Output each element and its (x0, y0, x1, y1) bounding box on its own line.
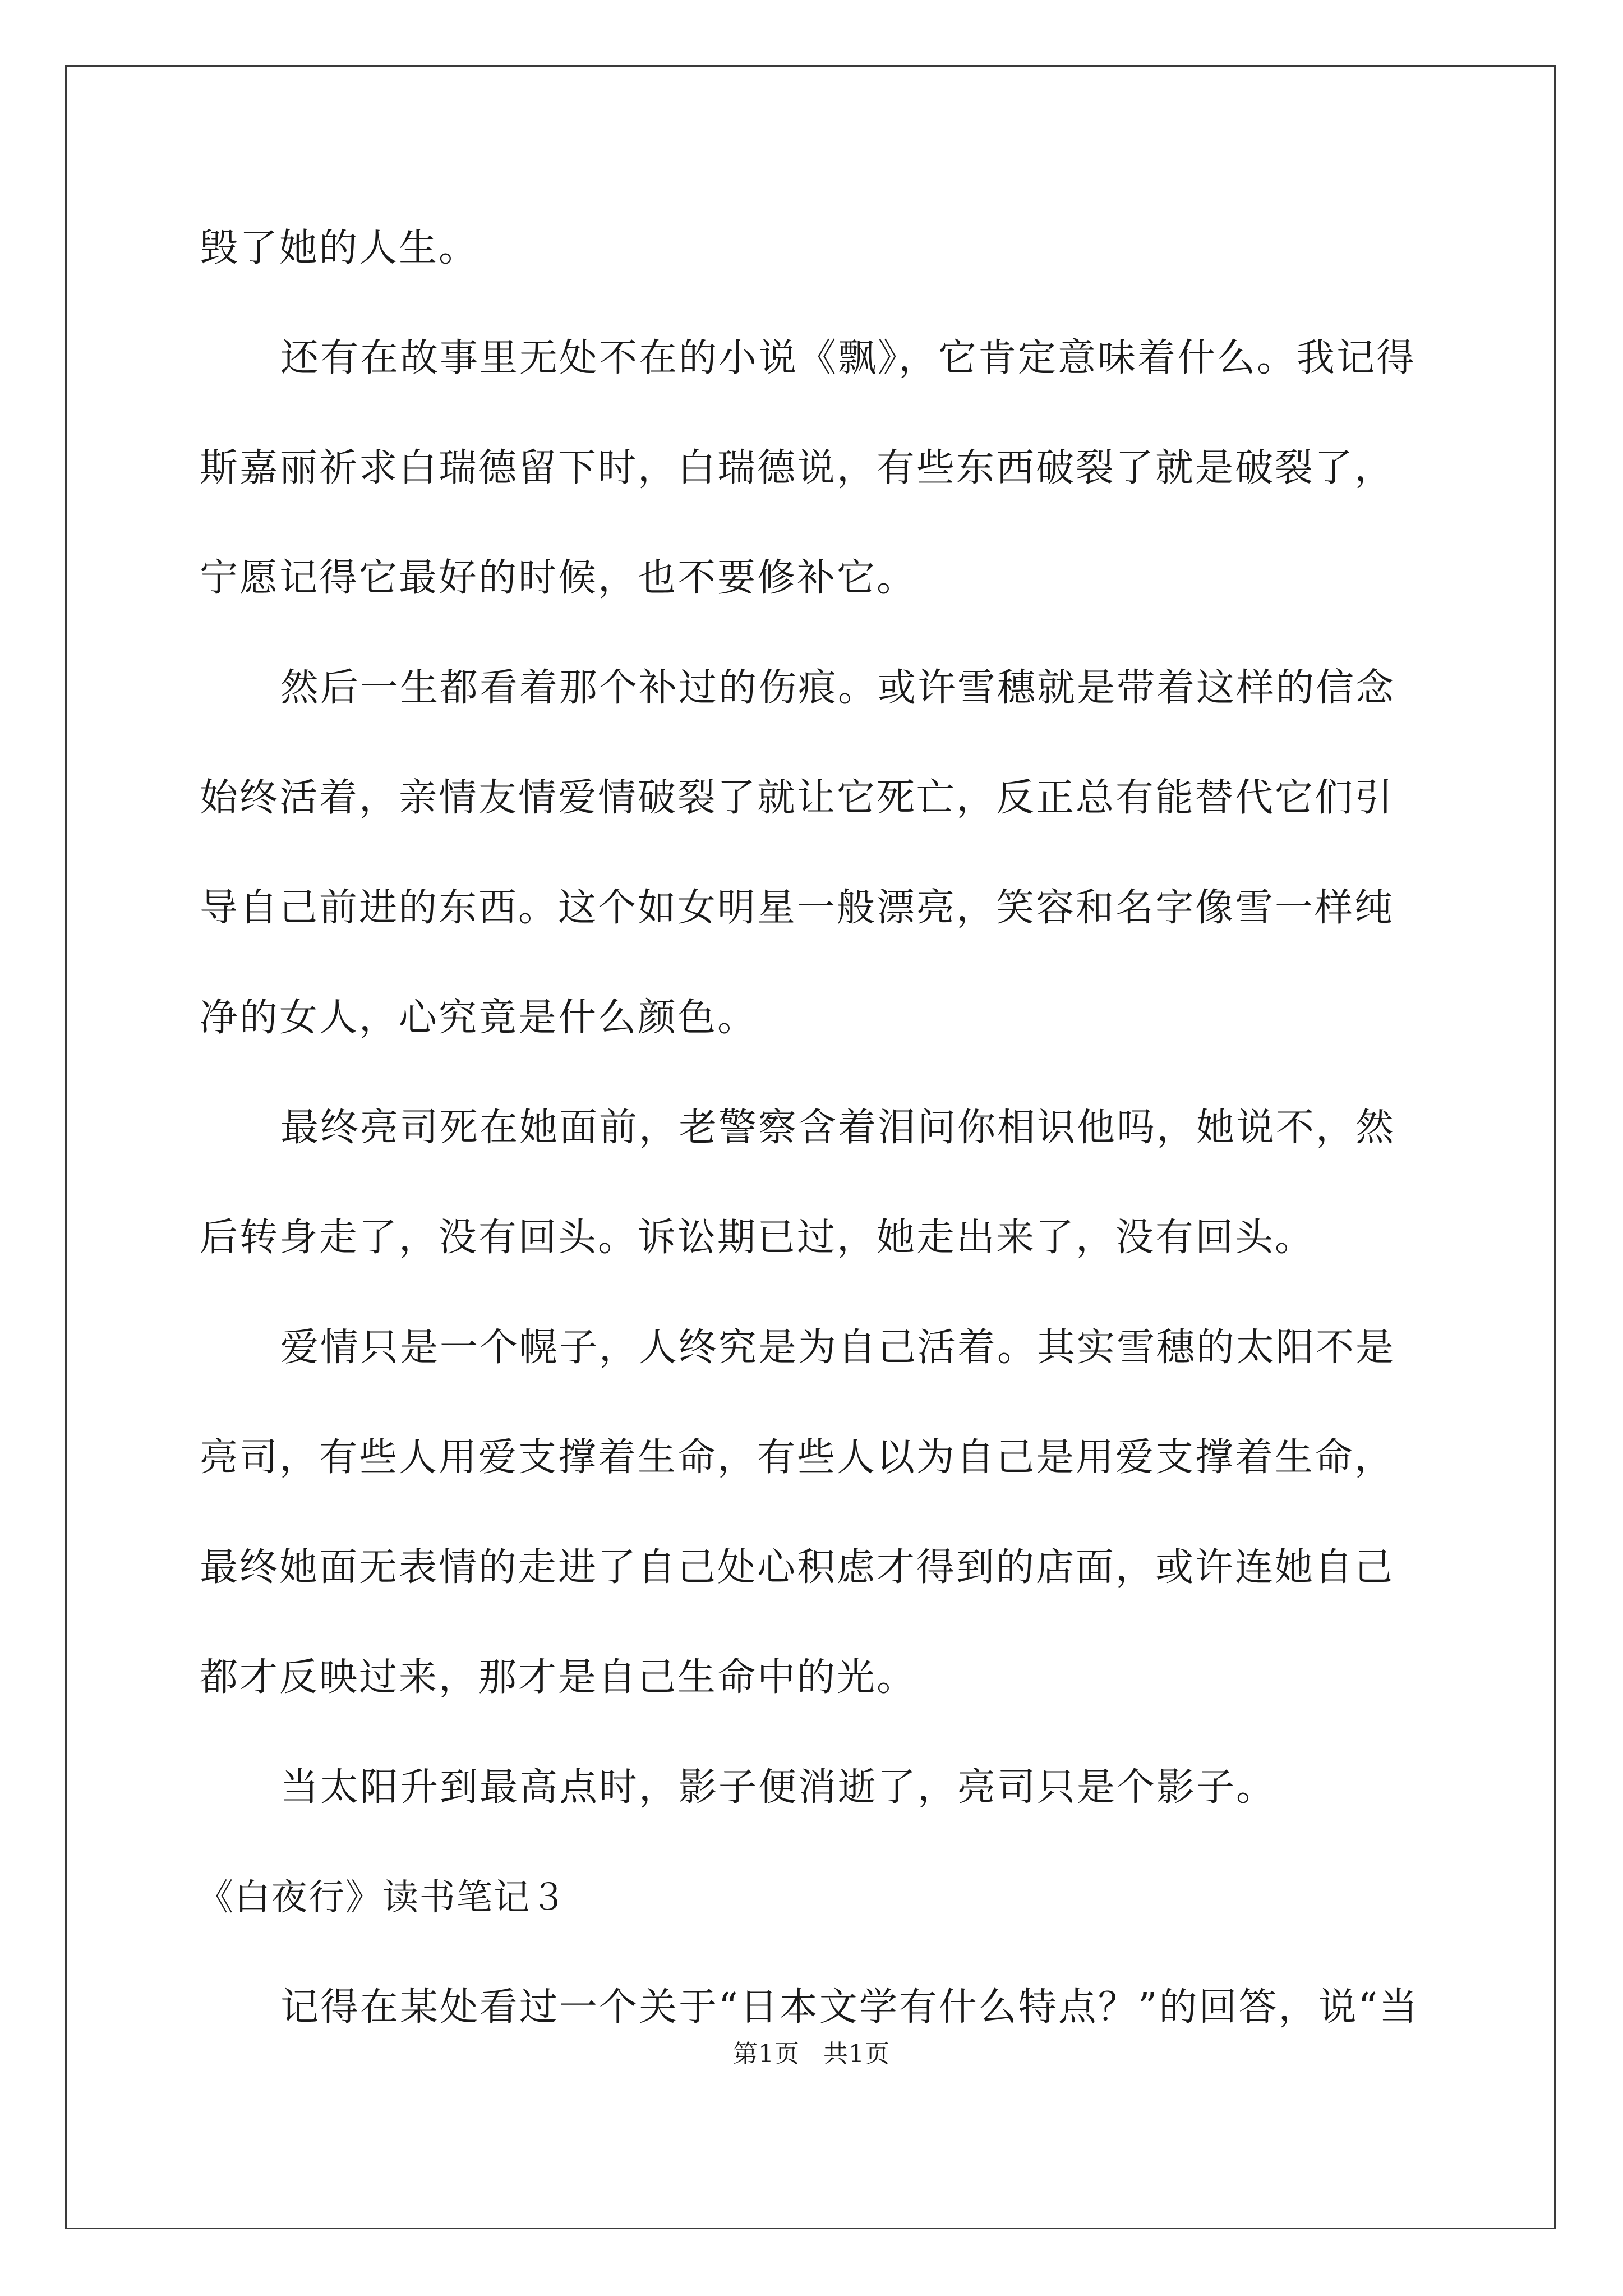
paragraph-line: 毁了她的人生。 (200, 226, 479, 270)
paragraph-line: 斯嘉丽祈求白瑞德留下时，白瑞德说，有些东西破裂了就是破裂了， (200, 446, 1395, 490)
paragraph-line: 导自己前进的东西。这个如女明星一般漂亮，笑容和名字像雪一样纯 (200, 886, 1395, 930)
paragraph-line: 宁愿记得它最好的时候，也不要修补它。 (200, 556, 917, 600)
page-number: 第1页 (733, 2040, 800, 2068)
paragraph-line: 亮司，有些人用爱支撑着生命，有些人以为自己是用爱支撑着生命， (200, 1435, 1395, 1480)
paragraph-line: 当太阳升到最高点时，影子便消逝了，亮司只是个影子。 (280, 1765, 1276, 1810)
paragraph-line: 后转身走了，没有回头。诉讼期已过，她走出来了，没有回头。 (200, 1216, 1315, 1260)
paragraph-line: 始终活着，亲情友情爱情破裂了就让它死亡，反正总有能替代它们引 (200, 776, 1395, 820)
paragraph-line: 最终亮司死在她面前，老警察含着泪问你相识他吗，她说不，然 (280, 1106, 1396, 1150)
document-body (197, 194, 1433, 2063)
section-heading: 《白夜行》读书笔记３ (197, 1877, 568, 1918)
paragraph-line: 爱情只是一个幌子，人终究是为自己活着。其实雪穗的太阳不是 (280, 1326, 1396, 1370)
paragraph-line: 净的女人，心究竟是什么颜色。 (200, 996, 758, 1040)
paragraph-line: 然后一生都看着那个补过的伤痕。或许雪穗就是带着这样的信念 (280, 666, 1396, 710)
paragraph-line: 都才反映过来，那才是自己生命中的光。 (200, 1655, 917, 1700)
paragraph-line: 还有在故事里无处不在的小说《飘》，它肯定意味着什么。我记得 (280, 336, 1417, 380)
paragraph-line: 最终她面无表情的走进了自己处心积虑才得到的店面，或许连她自己 (200, 1545, 1395, 1590)
paragraph-line: 记得在某处看过一个关于“日本文学有什么特点？”的回答，说“当 (280, 1985, 1419, 2030)
page-total: 共1页 (823, 2040, 890, 2068)
page-footer (0, 2037, 1623, 2071)
